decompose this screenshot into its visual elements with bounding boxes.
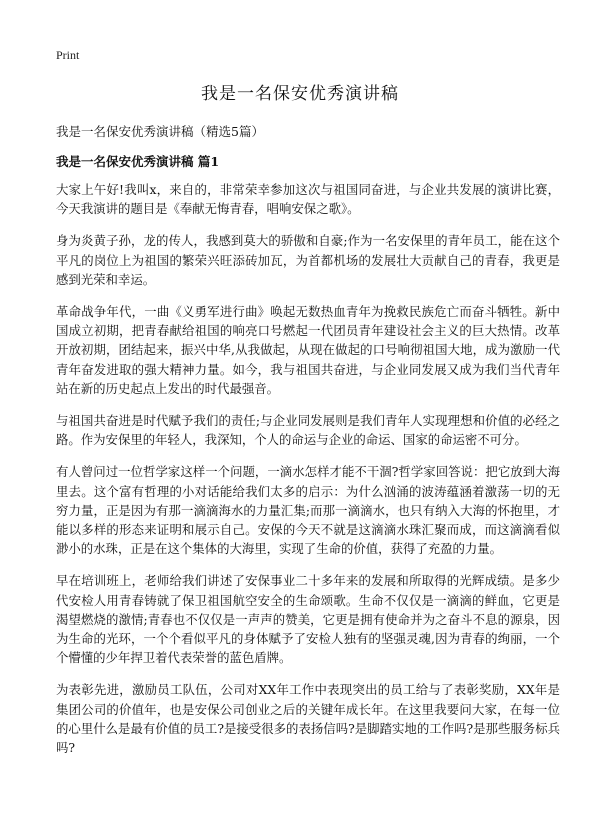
- paragraph: 身为炎黄子孙，龙的传人，我感到莫大的骄傲和自豪;作为一名安保里的青年员工，能在这个平凡的岗位上为祖国的繁荣兴旺添砖加瓦，为首都机场的发展壮大贡献自己的青春，我更是感到光荣和幸运。: [56, 233, 560, 287]
- page-title: 我是一名保安优秀演讲稿: [201, 84, 399, 104]
- body-text: [56, 180, 560, 770]
- paragraph: 早在培训班上，老师给我们讲述了安保事业二十多年来的发展和所取得的光辉成绩。是多少代安检人用青春铸就了保卫祖国航空安全的生命颂歌。生命不仅仅是一滴滴的鲜血，它更是渴望燃烧的激情;青春也不仅仅是一声声的赞美，它更是拥有使命并为之奋斗不息的源泉，因为生命的光环，一个个看似平凡的身体赋予了安检人独有的坚强灵魂,因为青春的绚丽，一个个懵懂的少年捍卫着代表荣誉的蓝色盾牌。: [56, 573, 560, 666]
- paragraph: 为表彰先进，激励员工队伍，公司对XX年工作中表现突出的员工给与了表彰奖励，XX年是集团公司的价值年，也是安保公司创业之后的关键年成长年。在这里我要问大家，在每一位的心里什么是最有价值的员工?是接受很多的表扬信吗?是脚踏实地的工作吗?是那些服务标兵吗?: [56, 682, 560, 756]
- paragraph: 有人曾问过一位哲学家这样一个问题，一滴水怎样才能不干涸?哲学家回答说：把它放到大海里去。这个富有哲理的小对话能给我们太多的启示：为什么汹涌的波涛蕴涵着激荡一切的无穷力量，正是因为有那一滴滴海水的力量汇集;而那一滴滴水，也只有纳入大海的怀抱里，才能以多样的形态来证明和展示自己。安保的今天不就是这滴滴水珠汇聚而成，而这滴滴看似渺小的水珠，正是在这个集体的大海里，实现了生命的价值，获得了充盈的力量。: [56, 464, 560, 557]
- paragraph: 革命战争年代，一曲《义勇军进行曲》唤起无数热血青年为挽救民族危亡而奋斗牺牲。新中国成立初期，把青春献给祖国的响亮口号燃起一代团员青年建设社会主义的巨大热情。改革开放初期，团结起来，振兴中华,从我做起，从现在做起的口号响彻祖国大地，成为激励一代青年奋发进取的强大精神力量。如今，我与祖国共奋进，与企业同发展又成为我们当代青年站在新的历史起点上发出的时代最强音。: [56, 304, 560, 396]
- print-link[interactable]: Print: [56, 48, 80, 62]
- section-heading: 我是一名保安优秀演讲稿 篇1: [56, 154, 220, 169]
- paragraph: 与祖国共奋进是时代赋予我们的责任;与企业同发展则是我们青年人实现理想和价值的必经之路。作为安保里的年轻人，我深知，个人的命运与企业的命运、国家的命运密不可分。: [56, 413, 560, 448]
- paragraph: 大家上午好!我叫x，来自的，非常荣幸参加这次与祖国同奋进，与企业共发展的演讲比赛，今天我演讲的题目是《奉献无悔青春，唱响安保之歌》。: [56, 182, 560, 217]
- document-subtitle: 我是一名保安优秀演讲稿（精选5篇）: [56, 124, 264, 139]
